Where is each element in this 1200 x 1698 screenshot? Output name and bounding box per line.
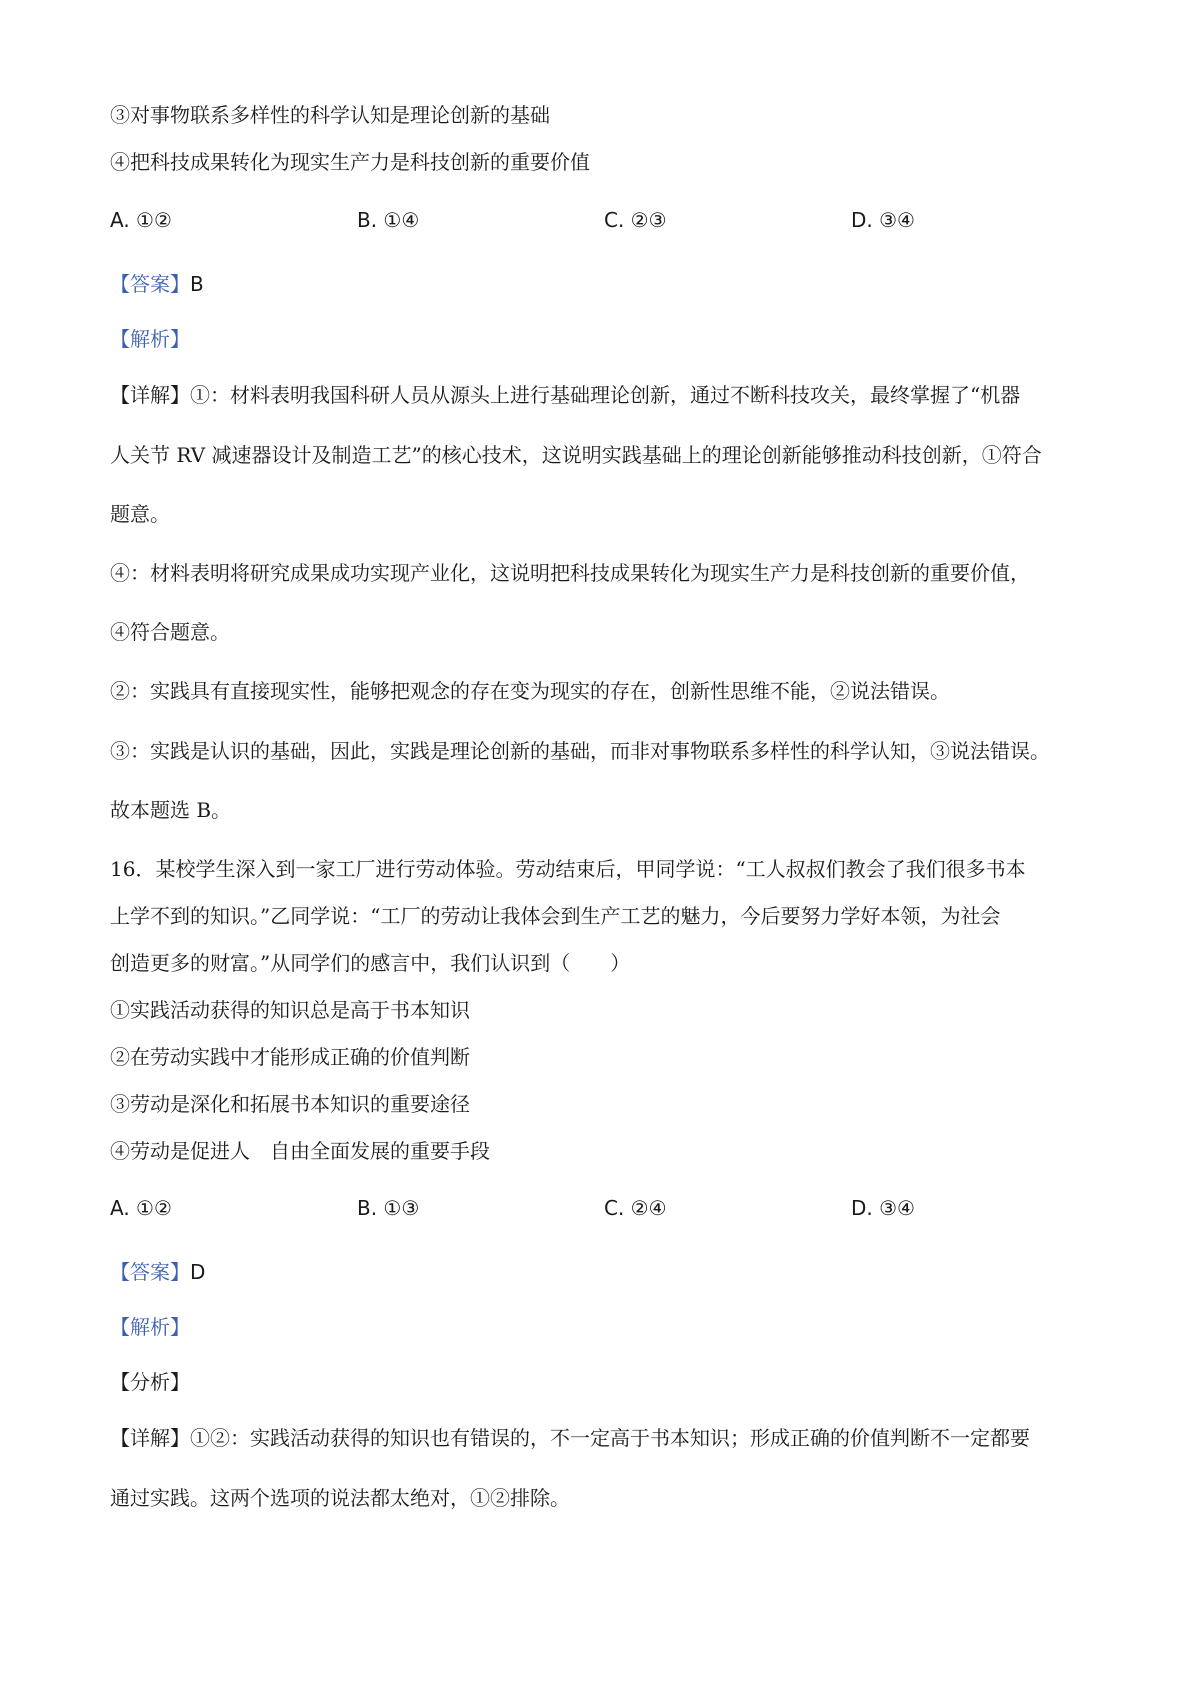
q16-stem-line-3: 创造更多的财富。”从同学们的感言中，我们认识到（ ）: [110, 951, 631, 975]
q15-option-d: D. ③④: [851, 208, 915, 232]
q15-detail-text-1: ①：材料表明我国科研人员从源头上进行基础理论创新，通过不断科技攻关，最终掌握了“机器: [190, 383, 1021, 407]
q16-option-d: D. ③④: [851, 1196, 915, 1220]
q15-para3: ③：实践是认识的基础，因此，实践是理论创新的基础，而非对事物联系多样性的科学认知，③说法错误。: [110, 739, 1050, 763]
q15-detail-line-1: [110, 381, 1020, 409]
q16-detail-label: 【详解】: [110, 1426, 190, 1450]
q15-statement-4: ④把科技成果转化为现实生产力是科技创新的重要价值: [110, 150, 590, 174]
q15-statement-3: ③对事物联系多样性的科学认知是理论创新的基础: [110, 103, 550, 127]
q16-answer-label: 【答案】: [110, 1260, 190, 1284]
q16-analysis-label: 【解析】: [110, 1315, 190, 1339]
q15-option-c: C. ②③: [604, 208, 667, 232]
q15-option-a: A. ①②: [110, 208, 172, 232]
q16-stem-line-2: 上学不到的知识。”乙同学说：“工厂的劳动让我体会到生产工艺的魅力，今后要努力学好本领，为社会: [110, 904, 1001, 928]
q16-stem-line-1: 16．某校学生深入到一家工厂进行劳动体验。劳动结束后，甲同学说：“工人叔叔们教会了我们很多书本: [110, 857, 1026, 881]
q15-answer: [110, 270, 204, 298]
q16-statement-1: ①实践活动获得的知识总是高于书本知识: [110, 998, 470, 1022]
q16-detail-line-2: 通过实践。这两个选项的说法都太绝对，①②排除。: [110, 1486, 570, 1510]
q16-fenxi-label: 【分析】: [110, 1370, 190, 1394]
q16-statement-3: ③劳动是深化和拓展书本知识的重要途径: [110, 1092, 470, 1116]
q15-detail-label: 【详解】: [110, 383, 190, 407]
q16-option-b: B. ①③: [357, 1196, 420, 1220]
q15-option-b: B. ①④: [357, 208, 420, 232]
q16-detail-text-1: ①②：实践活动获得的知识也有错误的，不一定高于书本知识；形成正确的价值判断不一定都要: [190, 1426, 1030, 1450]
q16-statement-2: ②在劳动实践中才能形成正确的价值判断: [110, 1045, 470, 1069]
q15-analysis-label: 【解析】: [110, 327, 190, 351]
q15-para2: ②：实践具有直接现实性，能够把观念的存在变为现实的存在，创新性思维不能，②说法错误。: [110, 679, 950, 703]
q15-conclusion: 故本题选 B。: [110, 798, 232, 822]
q15-answer-value: B: [190, 272, 204, 296]
q16-statement-4: ④劳动是促进人 自由全面发展的重要手段: [110, 1139, 490, 1163]
q15-para4-line-1: ④：材料表明将研究成果成功实现产业化，这说明把科技成果转化为现实生产力是科技创新的重要价值，: [110, 561, 1030, 585]
q15-para4-line-2: ④符合题意。: [110, 620, 230, 644]
q15-detail-line-2: 人关节 RV 减速器设计及制造工艺”的核心技术，这说明实践基础上的理论创新能够推动科技创新，①符合: [110, 443, 1042, 467]
q16-detail-line-1: [110, 1424, 1030, 1452]
q16-answer: [110, 1258, 205, 1286]
q16-answer-value: D: [190, 1260, 206, 1284]
q15-detail-line-3: 题意。: [110, 502, 170, 526]
q16-option-c: C. ②④: [604, 1196, 667, 1220]
q15-answer-label: 【答案】: [110, 272, 190, 296]
q16-option-a: A. ①②: [110, 1196, 172, 1220]
